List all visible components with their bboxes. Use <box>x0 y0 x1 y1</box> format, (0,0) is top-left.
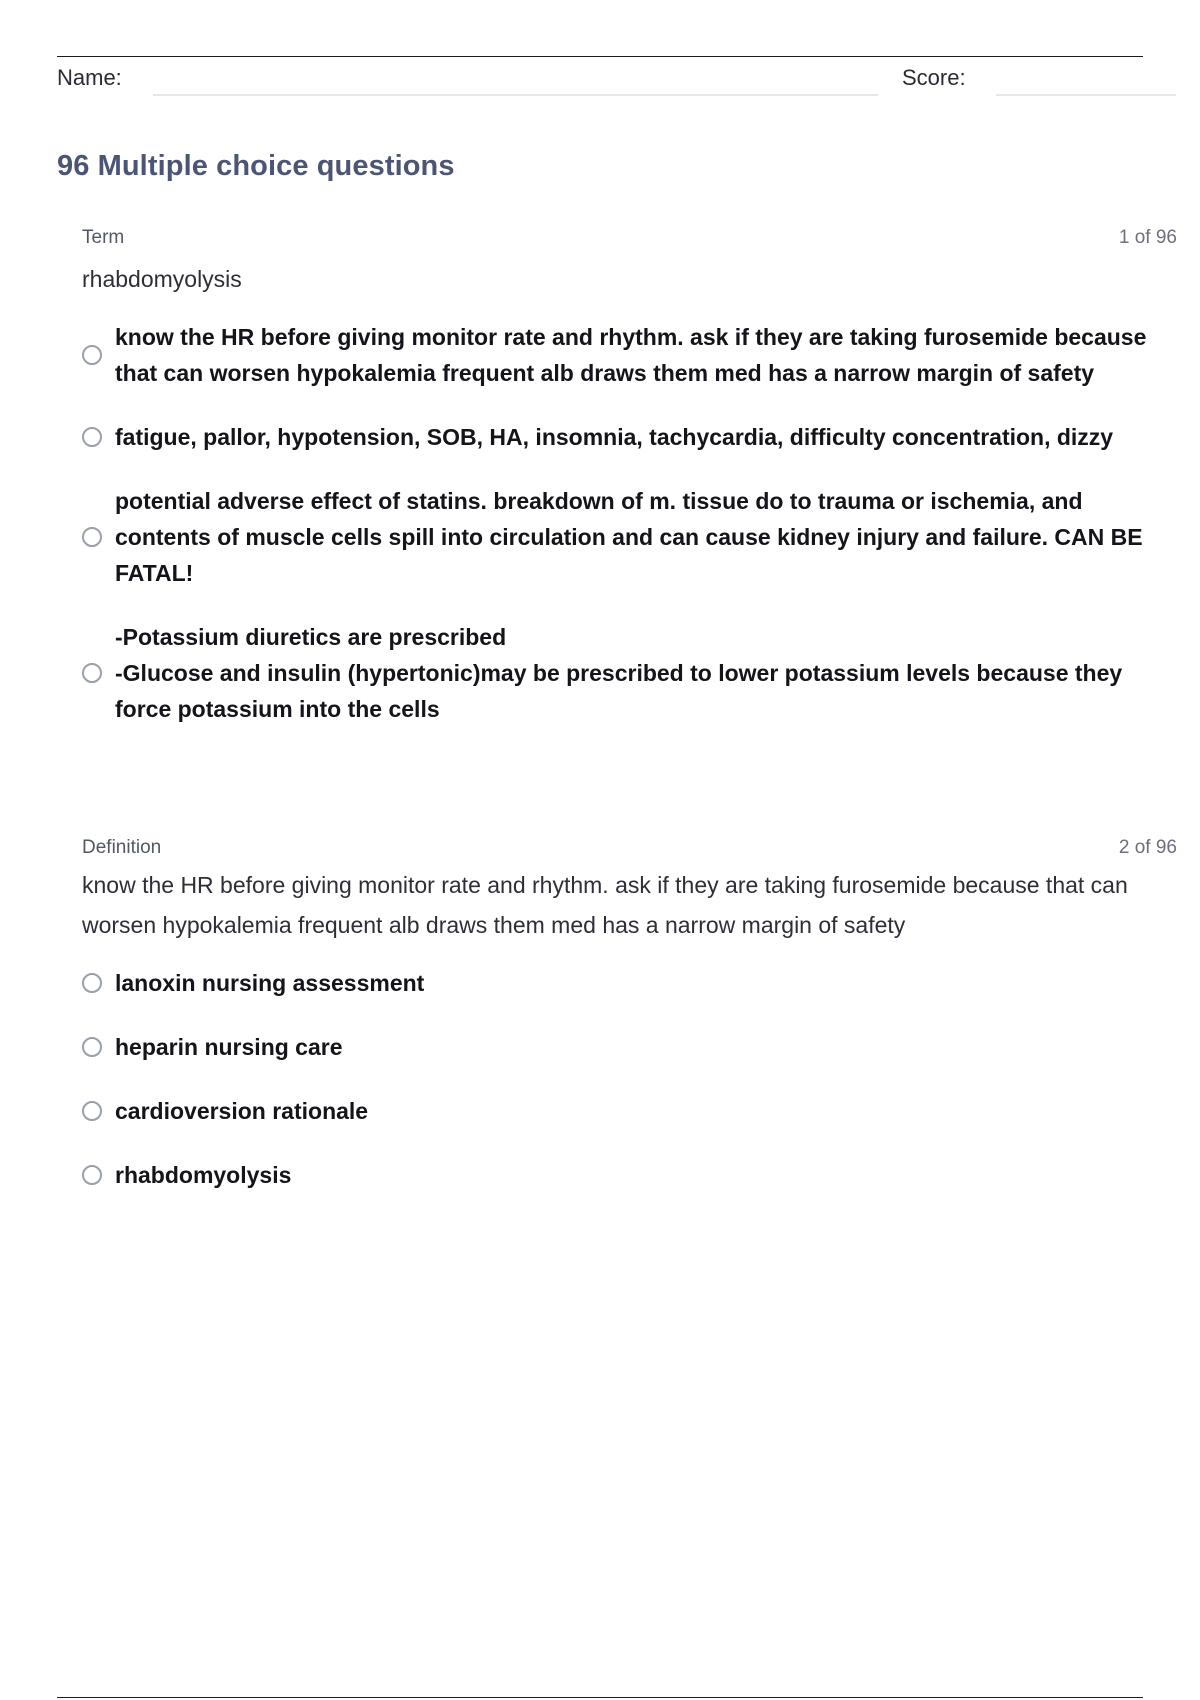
answer-option[interactable] <box>82 951 1177 1015</box>
question-counter: 2 of 96 <box>1118 837 1177 858</box>
radio-icon[interactable] <box>82 427 102 447</box>
answer-option[interactable] <box>82 305 1177 405</box>
answer-option-label: potential adverse effect of statins. breakdown of m. tissue do to trauma or ischemia, and contents of muscle cells spill into circulation and can cause kidney injury and failure. CAN BE FATAL! <box>115 488 1143 586</box>
answer-options <box>82 305 1177 741</box>
radio-icon[interactable] <box>82 345 102 365</box>
question-kind: Term <box>82 227 125 248</box>
question-counter: 1 of 96 <box>1118 227 1177 248</box>
answer-option-label: lanoxin nursing assessment <box>115 970 425 996</box>
question-prompt: know the HR before giving monitor rate and rhythm. ask if they are taking furosemide because that can worsen hypokalemia frequent alb draws them med has a narrow margin of safety <box>82 872 1128 938</box>
top-divider <box>57 56 1143 57</box>
question-card-1 <box>82 227 1177 741</box>
name-field[interactable] <box>153 94 878 96</box>
answer-options <box>82 951 1177 1207</box>
page-title: 96 Multiple choice questions <box>57 150 455 182</box>
radio-icon[interactable] <box>82 1037 102 1057</box>
question-header <box>82 837 1177 863</box>
answer-option-label: cardioversion rationale <box>115 1098 369 1124</box>
question-card-2 <box>82 837 1177 1207</box>
score-label: Score: <box>902 65 966 90</box>
radio-icon[interactable] <box>82 973 102 993</box>
name-label: Name: <box>57 65 122 90</box>
answer-option[interactable] <box>82 469 1177 605</box>
answer-option[interactable] <box>82 405 1177 469</box>
answer-option-label: heparin nursing care <box>115 1034 343 1060</box>
answer-option-label: fatigue, pallor, hypotension, SOB, HA, insomnia, tachycardia, difficulty concentration, dizzy <box>115 424 1114 450</box>
radio-icon[interactable] <box>82 1101 102 1121</box>
answer-option[interactable] <box>82 1079 1177 1143</box>
question-kind: Definition <box>82 837 162 858</box>
answer-option[interactable] <box>82 1143 1177 1207</box>
question-prompt: rhabdomyolysis <box>82 266 242 292</box>
question-header <box>82 227 1177 253</box>
answer-option-label: -Potassium diuretics are prescribed -Glucose and insulin (hypertonic)may be prescribed to lower potassium levels because they force potassium into the cells <box>115 624 1123 722</box>
radio-icon[interactable] <box>82 1165 102 1185</box>
radio-icon[interactable] <box>82 663 102 683</box>
score-field[interactable] <box>996 94 1176 96</box>
bottom-divider <box>57 1697 1143 1698</box>
radio-icon[interactable] <box>82 527 102 547</box>
answer-option[interactable] <box>82 1015 1177 1079</box>
answer-option-label: know the HR before giving monitor rate and rhythm. ask if they are taking furosemide because that can worsen hypokalemia frequent alb draws them med has a narrow margin of safety <box>115 324 1147 386</box>
answer-option-label: rhabdomyolysis <box>115 1162 292 1188</box>
answer-option[interactable] <box>82 605 1177 741</box>
